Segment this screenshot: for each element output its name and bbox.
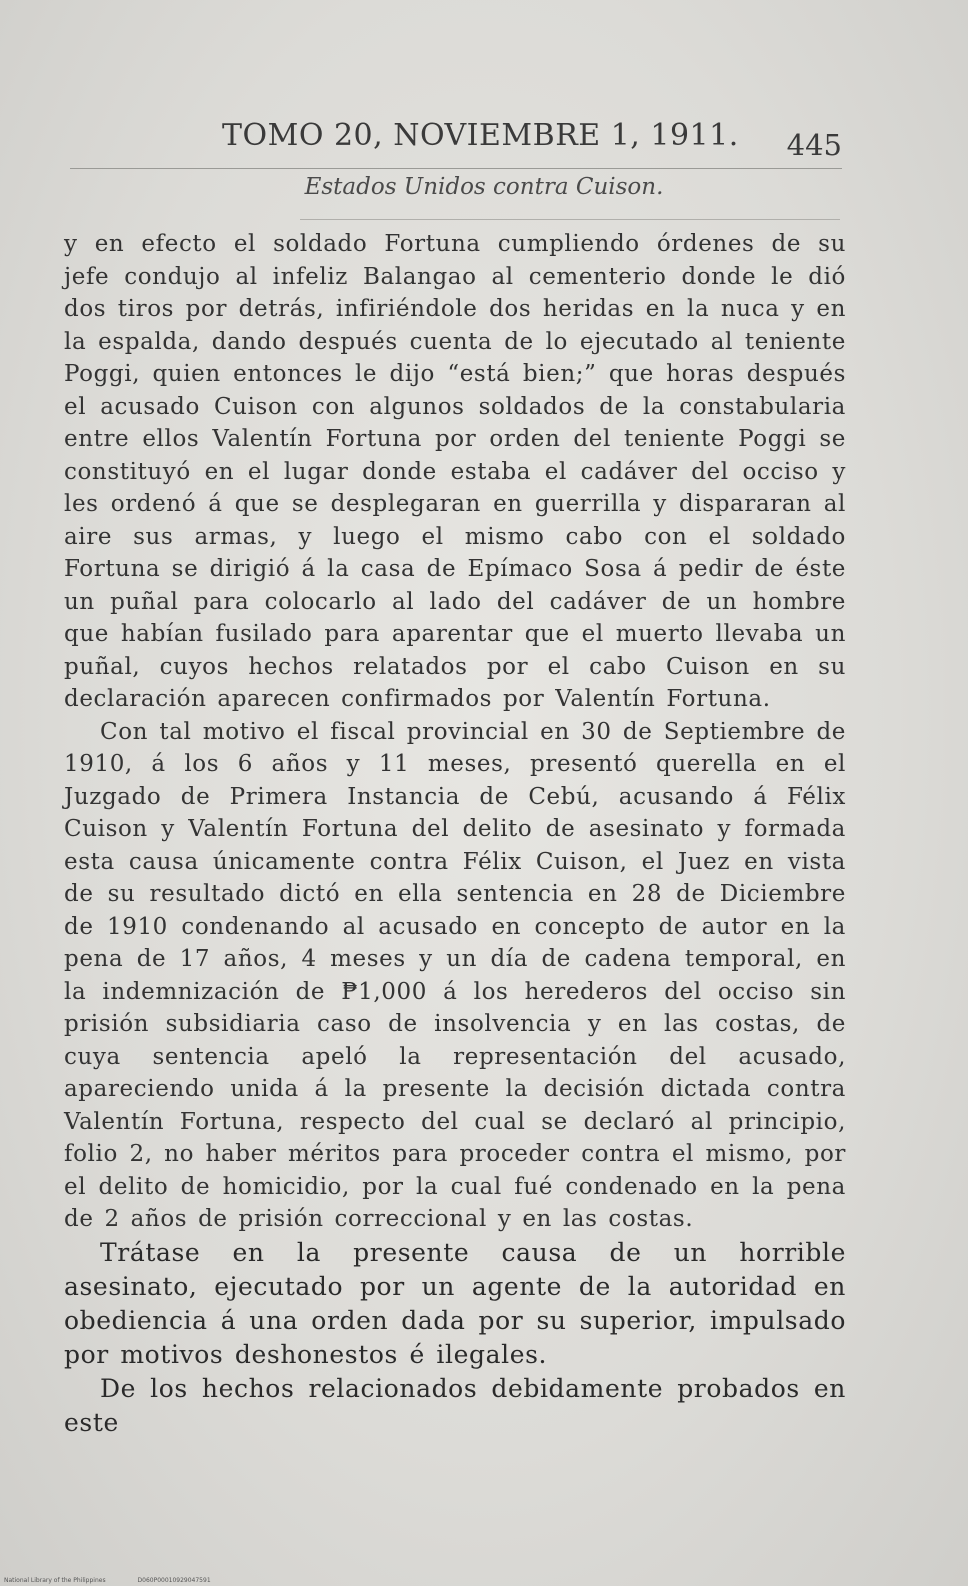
header-divider [70, 168, 842, 169]
scan-footer [4, 1577, 241, 1584]
paragraph-continuation: y en efecto el soldado Fortuna cumpliendo órdenes de su jefe condujo al infeliz Balangao al cementerio donde le dió dos tiros por detrás, infiriéndole dos heridas en la nuca y en la espalda, dando después cuenta de lo ejecutado al teniente Poggi, quien entonces le dijo “está bien;” que horas después el acusado Cuison con algunos soldados de la constabularia entre ellos Valentín Fortuna por orden del teniente Poggi se constituyó en el lugar donde estaba el cadáver del occiso y les ordenó á que se desplegaran en guerrilla y dispararan al aire sus armas, y luego el mismo cabo con el soldado Fortuna se dirigió á la casa de Epímaco Sosa á pedir de éste un puñal para colocarlo al lado del cadáver de un hombre que habían fusilado para aparentar que el muerto llevaba un puñal, cuyos hechos relatados por el cabo Cuison en su declaración aparecen confirmados por Valentín Fortuna. [64, 231, 846, 712]
case-title: Estados Unidos contra Cuison. [304, 174, 664, 200]
volume-date-heading: TOMO 20, NOVIEMBRE 1, 1911. [222, 118, 739, 153]
paragraph-assessment: Trátase en la presente causa de un horrible asesinato, ejecutado por un agente de la autoridad en obediencia á una orden dada por su superior, impulsado por motivos deshonestos é ilegales. [64, 1237, 846, 1369]
page-number: 445 [786, 128, 842, 162]
running-header [66, 112, 842, 164]
body-text [64, 228, 846, 1440]
paragraph-conclusion-start: De los hechos relacionados debidamente probados en este [64, 1373, 846, 1437]
scan-code: D060P00010929047591 [137, 1577, 211, 1584]
case-title-divider [300, 219, 840, 220]
paragraph-proceedings: Con tal motivo el fiscal provincial en 30 de Septiembre de 1910, á los 6 años y 11 meses, presentó querella en el Juzgado de Primera Instancia de Cebú, acusando á Félix Cuison y Valentín Fortuna del delito de asesinato y formada esta causa únicamente contra Félix Cuison, el Juez en vista de su resultado dictó en ella sentencia en 28 de Diciembre de 1910 condenando al acusado en concepto de autor en la pena de 17 años, 4 meses y un día de cadena temporal, en la indemnización de ₱1,000 á los herederos del occiso sin prisión subsidiaria caso de insolvencia y en las costas, de cuya sentencia apeló la representación del acusado, apareciendo unida á la presente la decisión dictada contra Valentín Fortuna, respecto del cual se declaró al principio, folio 2, no haber méritos para proceder contra el mismo, por el delito de homicidio, por la cual fué condenado en la pena de 2 años de prisión correccional y en las costas. [64, 718, 846, 1232]
library-credit: National Library of the Philippines [4, 1577, 106, 1584]
